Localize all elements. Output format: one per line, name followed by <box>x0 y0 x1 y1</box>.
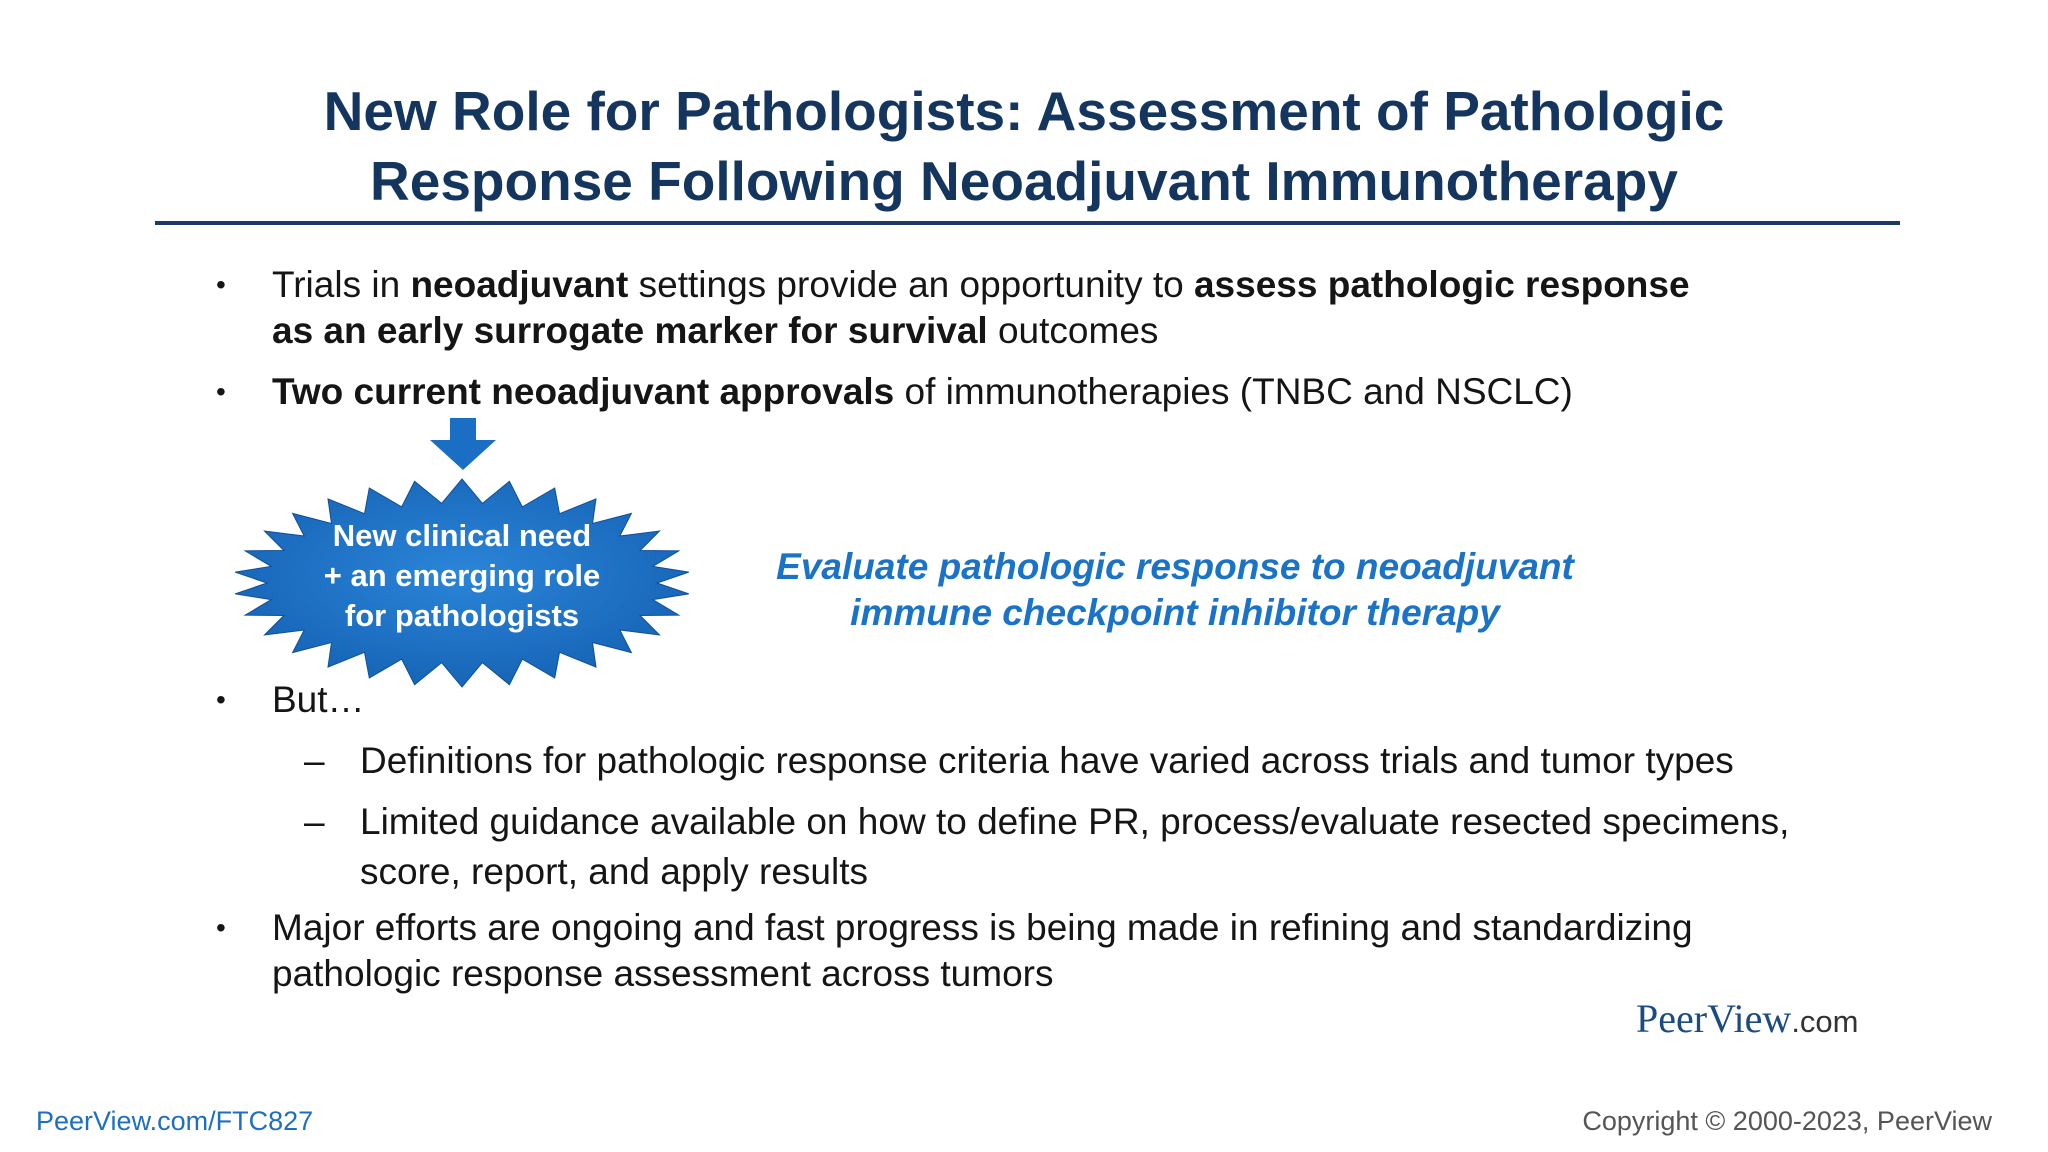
bullet-dot: • <box>216 269 226 300</box>
starburst-line-3: for pathologists <box>344 598 580 633</box>
bullet-dot: • <box>216 376 226 407</box>
sub2-line-1: Limited guidance available on how to define PR, process/evaluate resected specimens, <box>360 801 1790 842</box>
bullet1-text-c: outcomes <box>987 310 1159 351</box>
callout-line-1: Evaluate pathologic response to neoadjuvant <box>776 546 1574 587</box>
bullet4-line-1: Major efforts are ongoing and fast progress is being made in refining and standardizing <box>272 907 1693 948</box>
bullet2-text: of immunotherapies (TNBC and NSCLC) <box>894 371 1573 412</box>
starburst-line-1: New clinical need <box>332 518 592 553</box>
slide-title <box>0 76 2048 216</box>
bullet1-bold-a: neoadjuvant <box>410 264 629 305</box>
footer-copyright: Copyright © 2000-2023, PeerView <box>1582 1106 1992 1136</box>
sub2-line-2: score, report, and apply results <box>360 851 868 892</box>
bullet-current-approvals <box>216 369 1912 415</box>
title-divider <box>155 221 1900 225</box>
bullet-neoadjuvant-trials <box>216 262 1912 354</box>
bullet-major-efforts <box>216 905 1912 997</box>
bullet-dot: • <box>216 912 226 943</box>
bullet-dot: • <box>216 684 226 715</box>
sub1-text: Definitions for pathologic response criteria have varied across trials and tumor types <box>360 740 1734 781</box>
starburst-text <box>232 516 692 636</box>
bullet2-bold: Two current neoadjuvant approvals <box>272 371 895 412</box>
title-line-1: New Role for Pathologists: Assessment of Pathologic <box>323 80 1725 142</box>
title-line-2: Response Following Neoadjuvant Immunotherapy <box>370 150 1678 212</box>
sub-bullet-guidance <box>304 797 1920 897</box>
peerview-logo <box>1636 995 1859 1042</box>
starburst-line-2: + an emerging role <box>323 558 601 593</box>
bullet1-bold-b: assess pathologic response <box>1193 264 1690 305</box>
bullet4-line-2: pathologic response assessment across tumors <box>272 953 1054 994</box>
sub-bullet-dash: – <box>304 740 325 781</box>
bullet-but <box>216 677 1912 723</box>
brand-suffix: .com <box>1791 1004 1859 1039</box>
brand-name: PeerView <box>1636 996 1792 1041</box>
down-arrow-icon <box>428 418 498 470</box>
bullet1-bold-c: as an early surrogate marker for survival <box>272 310 988 351</box>
footer-link[interactable]: PeerView.com/FTC827 <box>36 1106 314 1136</box>
bullet1-text-b: settings provide an opportunity to <box>628 264 1194 305</box>
bullet1-text-a: Trials in <box>272 264 411 305</box>
callout-text <box>700 544 1650 636</box>
sub-bullet-dash: – <box>304 801 325 842</box>
callout-line-2: immune checkpoint inhibitor therapy <box>850 592 1500 633</box>
sub-bullet-definitions <box>304 736 1920 786</box>
bullet3-text: But… <box>272 679 365 720</box>
